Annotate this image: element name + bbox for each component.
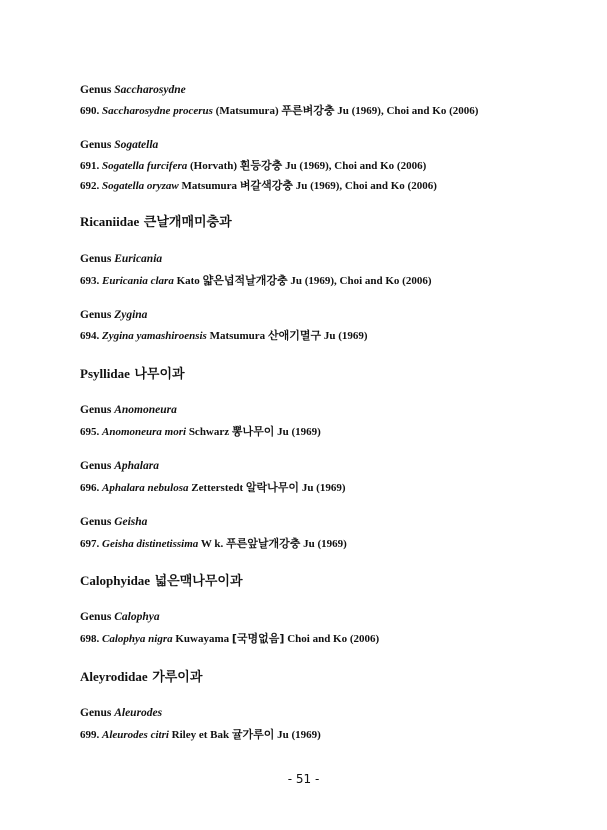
species-entry [80, 327, 368, 343]
genus-label: Genus [80, 460, 112, 472]
species-author: Riley et Bak [171, 729, 230, 741]
genus-heading [80, 139, 158, 151]
genus-name: Geisha [114, 516, 148, 528]
genus-label: Genus [80, 707, 112, 719]
korean-name: 푸른앞날개강충 [226, 537, 301, 550]
species-author: Matsumura [209, 330, 266, 342]
genus-name: Euricania [114, 253, 163, 265]
citation: Ju (1969) [303, 538, 347, 550]
species-name: Calophya nigra [102, 633, 173, 645]
genus-heading [80, 84, 186, 96]
citation: Ju (1969), Choi and Ko (2006) [290, 275, 432, 287]
family-heading [80, 666, 202, 685]
citation: Ju (1969), Choi and Ko (2006) [337, 105, 479, 117]
species-entry [80, 157, 426, 173]
genus-heading [80, 460, 159, 472]
genus-label: Genus [80, 404, 112, 416]
species-name: Aphalara nebulosa [102, 482, 189, 494]
species-author: Schwarz [188, 426, 230, 438]
korean-name: 얇은넙적날개강충 [202, 274, 288, 287]
genus-label: Genus [80, 253, 112, 265]
citation: Ju (1969) [323, 330, 368, 342]
korean-name: 알락나무이 [245, 481, 300, 494]
genus-name: Calophya [114, 611, 160, 623]
genus-name: Zygina [114, 309, 148, 321]
genus-label: Genus [80, 309, 112, 321]
korean-name: 흰등강충 [239, 159, 283, 172]
genus-label: Genus [80, 611, 112, 623]
genus-heading [80, 253, 162, 265]
species-name: Geisha distinetissima [102, 538, 199, 550]
genus-heading [80, 611, 160, 623]
citation: Ju (1969) [301, 482, 346, 494]
entry-number: 697. [80, 538, 100, 550]
genus-name: Aphalara [114, 460, 159, 472]
korean-name: 산애기멸구 [267, 329, 322, 342]
entry-number: 690. [80, 105, 100, 117]
entry-number: 691. [80, 160, 100, 172]
genus-name: Aleurodes [114, 707, 163, 719]
entry-number: 696. [80, 482, 100, 494]
family-name: Calophyidae [80, 573, 151, 588]
species-entry [80, 726, 321, 742]
family-heading [80, 363, 185, 382]
family-heading [80, 570, 243, 589]
entry-number: 694. [80, 330, 100, 342]
genus-heading [80, 404, 177, 416]
citation: Ju (1969) [277, 729, 321, 741]
species-author: Zetterstedt [191, 482, 244, 494]
genus-name: Saccharosydne [114, 84, 186, 96]
entry-number: 693. [80, 275, 100, 287]
page-number: - 51 - [287, 772, 320, 786]
species-name: Sogatella oryzaw [102, 180, 179, 192]
citation: Ju (1969), Choi and Ko (2006) [295, 180, 437, 192]
family-korean-name: 가루이과 [152, 670, 203, 685]
species-entry [80, 535, 347, 551]
family-name: Psyllidae [80, 366, 130, 381]
genus-name: Sogatella [114, 139, 159, 151]
citation: Ju (1969), Choi and Ko (2006) [285, 160, 427, 172]
korean-name: [국명없음] [231, 632, 285, 645]
family-name: Aleyrodidae [80, 669, 148, 684]
species-name: Saccharosydne procerus [102, 105, 213, 117]
genus-label: Genus [80, 516, 112, 528]
species-author: Kato [176, 275, 200, 287]
family-korean-name: 나무이과 [134, 367, 185, 382]
species-entry [80, 423, 321, 439]
korean-name: 벼갈색강충 [239, 179, 293, 192]
genus-name: Anomoneura [114, 404, 177, 416]
genus-label: Genus [80, 139, 112, 151]
entry-number: 698. [80, 633, 100, 645]
species-author: W k. [200, 538, 224, 550]
species-author: Kuwayama [175, 633, 230, 645]
korean-name: 뽕나무이 [231, 425, 275, 438]
korean-name: 귤가루이 [231, 728, 275, 741]
species-name: Aleurodes citri [102, 729, 169, 741]
species-name: Anomoneura mori [102, 426, 187, 438]
species-entry [80, 177, 437, 193]
species-author: (Matsumura) [215, 105, 279, 117]
species-entry [80, 102, 478, 118]
entry-number: 699. [80, 729, 100, 741]
family-name: Ricaniidae [80, 214, 140, 229]
citation: Ju (1969) [277, 426, 321, 438]
genus-label: Genus [80, 84, 112, 96]
korean-name: 푸른벼강충 [281, 104, 335, 117]
family-korean-name: 큰날개매미충과 [143, 215, 232, 230]
family-korean-name: 넓은맥나무이과 [154, 574, 243, 589]
species-name: Euricania clara [102, 275, 174, 287]
entry-number: 692. [80, 180, 100, 192]
family-heading [80, 211, 232, 230]
entry-number: 695. [80, 426, 100, 438]
citation: Choi and Ko (2006) [287, 633, 380, 645]
species-entry [80, 630, 379, 646]
species-entry [80, 272, 432, 288]
genus-heading [80, 516, 147, 528]
species-author: Matsumura [181, 180, 238, 192]
species-author: (Horvath) [190, 160, 238, 172]
species-name: Zygina yamashiroensis [102, 330, 207, 342]
genus-heading [80, 309, 147, 321]
genus-heading [80, 707, 162, 719]
species-entry [80, 479, 346, 495]
species-name: Sogatella furcifera [102, 160, 188, 172]
